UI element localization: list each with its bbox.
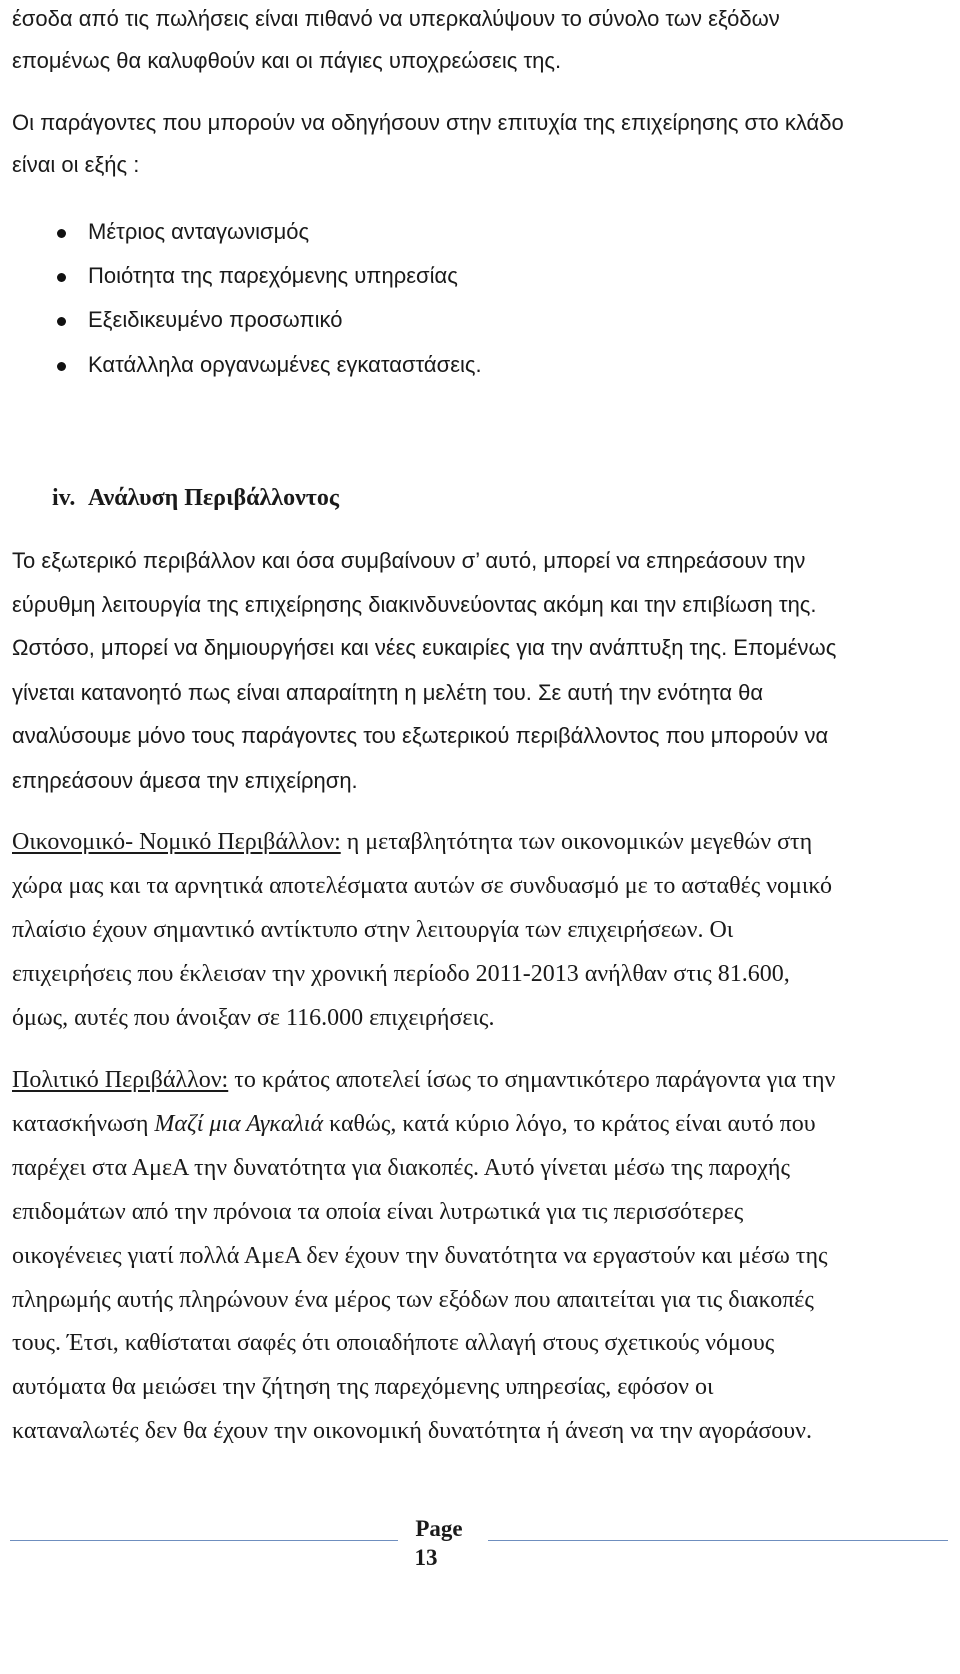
paragraph-line: επιδομάτων από την πρόνοια τα οποία είναι λυτρωτικά για τις περισσότερες bbox=[12, 1199, 744, 1225]
paragraph-line: πληρωμής αυτής πληρώνουν ένα μέρος των εξόδων που απαιτείται για τις διακοπές bbox=[12, 1287, 814, 1313]
paragraph-line: οικογένειες γιατί πολλά ΑμεΑ δεν έχουν την δυνατότητα να εργαστούν και μέσω της bbox=[12, 1243, 828, 1269]
bullet-icon bbox=[57, 317, 66, 326]
paragraph-line: τους. Έτσι, καθίσταται σαφές ότι οποιαδήποτε αλλαγή στους σχετικούς νόμους bbox=[12, 1330, 775, 1356]
paragraph-line bbox=[12, 1067, 835, 1094]
political-label: Πολιτικό Περιβάλλον: bbox=[12, 1067, 229, 1093]
list-item-label: Κατάλληλα οργανωμένες εγκαταστάσεις. bbox=[88, 352, 482, 377]
political-line2-post: καθώς, κατά κύριο λόγο, το κράτος είναι αυτό που bbox=[323, 1111, 816, 1137]
paragraph-line: πλαίσιο έχουν σημαντικό αντίκτυπο στην λειτουργία των επιχειρήσεων. Οι bbox=[12, 917, 734, 943]
paragraph-line: Ωστόσο, μπορεί να δημιουργήσει και νέες ευκαιρίες για την ανάπτυξη της. Επομένως bbox=[12, 635, 837, 660]
page-number: 13 bbox=[414, 1545, 438, 1570]
economic-label: Οικονομικό- Νομικό Περιβάλλον: bbox=[12, 829, 341, 855]
paragraph-line: εύρυθμη λειτουργία της επιχείρησης διακινδυνεύοντας ακόμη και την επιβίωση της. bbox=[12, 592, 817, 617]
paragraph-line: επηρεάσουν άμεσα την επιχείρηση. bbox=[12, 768, 358, 793]
paragraph-line: επιχειρήσεις που έκλεισαν την χρονική περίοδο 2011-2013 ανήλθαν στις 81.600, bbox=[12, 961, 790, 987]
political-first-line: το κράτος αποτελεί ίσως το σημαντικότερο παράγοντα για την bbox=[228, 1067, 836, 1093]
intro-line-2: επομένως θα καλυφθούν και οι πάγιες υποχρεώσεις της. bbox=[12, 48, 562, 73]
paragraph-line: Το εξωτερικό περιβάλλον και όσα συμβαίνουν σ’ αυτό, μπορεί να επηρεάσουν την bbox=[12, 548, 806, 573]
paragraph-line: χώρα μας και τα αρνητικά αποτελέσματα αυτών σε συνδυασμό με το ασταθές νομικό bbox=[12, 873, 832, 899]
economic-first-line: η μεταβλητότητα των οικονομικών μεγεθών στη bbox=[340, 829, 813, 855]
paragraph-line: καταναλωτές δεν θα έχουν την οικονομική δυνατότητα ή άνεση να την αγοράσουν. bbox=[12, 1418, 812, 1444]
bullet-icon bbox=[57, 362, 66, 371]
intro-line-1: έσοδα από τις πωλήσεις είναι πιθανό να υπερκαλύψουν το σύνολο των εξόδων bbox=[12, 6, 780, 31]
political-line2-pre: κατασκήνωση bbox=[12, 1111, 155, 1137]
paragraph-line: αναλύσουμε μόνο τους παράγοντες του εξωτερικού περιβάλλοντος που μπορούν να bbox=[12, 723, 829, 748]
paragraph-line: γίνεται κατανοητό πως είναι απαραίτητη η μελέτη του. Σε αυτή την ενότητα θα bbox=[12, 680, 764, 705]
paragraph-line bbox=[12, 829, 812, 856]
intro-line-4: είναι οι εξής : bbox=[12, 152, 140, 177]
section-title: Ανάλυση Περιβάλλοντος bbox=[88, 485, 339, 511]
list-item-label: Μέτριος ανταγωνισμός bbox=[88, 219, 310, 244]
section-number: iv. bbox=[52, 485, 76, 511]
footer-rule-left bbox=[10, 1540, 398, 1541]
camp-name: Μαζί μια Αγκαλιά bbox=[154, 1111, 324, 1137]
paragraph-line: όμως, αυτές που άνοιξαν σε 116.000 επιχειρήσεις. bbox=[12, 1005, 495, 1031]
paragraph-line: αυτόματα θα μειώσει την ζήτηση της παρεχόμενης υπηρεσίας, εφόσον οι bbox=[12, 1374, 714, 1400]
list-item-label: Ποιότητα της παρεχόμενης υπηρεσίας bbox=[88, 263, 458, 288]
bullet-icon bbox=[57, 229, 66, 238]
bullet-icon bbox=[57, 273, 66, 282]
page-label: Page bbox=[415, 1516, 463, 1541]
paragraph-line bbox=[12, 1111, 816, 1138]
list-item-label: Εξειδικευμένο προσωπικό bbox=[88, 307, 343, 332]
footer-rule-right bbox=[488, 1540, 948, 1541]
intro-line-3: Οι παράγοντες που μπορούν να οδηγήσουν στην επιτυχία της επιχείρησης στο κλάδο bbox=[12, 110, 844, 135]
paragraph-line: παρέχει στα ΑμεΑ την δυνατότητα για διακοπές. Αυτό γίνεται μέσω της παροχής bbox=[12, 1155, 790, 1181]
